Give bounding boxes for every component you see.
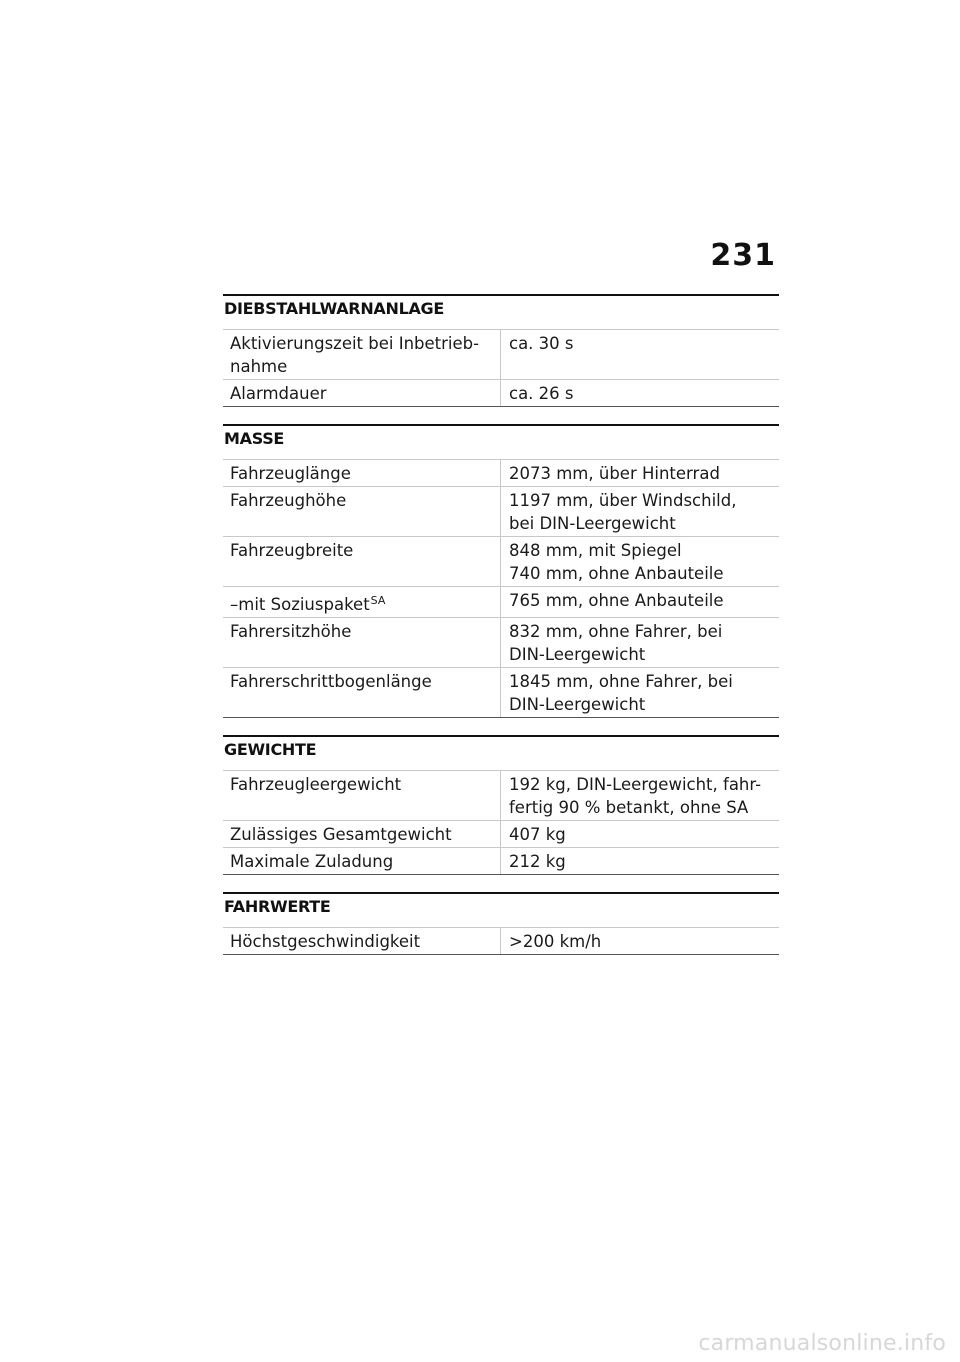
- page-number: 231: [710, 238, 776, 273]
- row-label: Fahrzeugleergewicht: [223, 771, 501, 821]
- row-label-text: –mit Soziuspaket: [230, 595, 370, 614]
- special-equipment-superscript: SA: [370, 594, 386, 607]
- section-title: DIEBSTAHLWARNANLAGE: [224, 299, 445, 318]
- spec-table: [223, 927, 779, 955]
- row-label: [223, 587, 501, 618]
- row-value: 407 kg: [501, 821, 780, 848]
- spec-table: [223, 770, 779, 875]
- table-row: [223, 587, 779, 618]
- section-title: MASSE: [224, 429, 285, 448]
- row-label: Fahrersitzhöhe: [223, 618, 501, 668]
- row-label: Aktivierungszeit bei Inbetrieb- nahme: [223, 330, 501, 380]
- table-row: [223, 618, 779, 668]
- table-row: [223, 487, 779, 537]
- row-label: Fahrzeuglänge: [223, 460, 501, 487]
- row-value: 765 mm, ohne Anbauteile: [501, 587, 780, 618]
- table-row: [223, 771, 779, 821]
- row-label: Fahrzeughöhe: [223, 487, 501, 537]
- row-value: ca. 30 s: [501, 330, 780, 380]
- section-anti-theft-alarm: [223, 294, 779, 407]
- spec-table: [223, 329, 779, 407]
- row-value: 1845 mm, ohne Fahrer, bei DIN-Leergewicht: [501, 668, 780, 718]
- row-label: Fahrzeugbreite: [223, 537, 501, 587]
- row-value: ca. 26 s: [501, 380, 780, 407]
- table-row: [223, 821, 779, 848]
- section-performance: [223, 892, 779, 955]
- watermark-text: carmanualsonline.info: [698, 1331, 946, 1356]
- row-label: Fahrerschrittbogenlänge: [223, 668, 501, 718]
- section-title: FAHRWERTE: [224, 897, 331, 916]
- table-row: [223, 330, 779, 380]
- row-value: 848 mm, mit Spiegel 740 mm, ohne Anbauteile: [501, 537, 780, 587]
- section-title: GEWICHTE: [224, 740, 317, 759]
- table-row: [223, 928, 779, 955]
- row-value: 1197 mm, über Windschild, bei DIN-Leergewicht: [501, 487, 780, 537]
- table-row: [223, 460, 779, 487]
- row-label: Maximale Zuladung: [223, 848, 501, 875]
- table-row: [223, 537, 779, 587]
- section-weights: [223, 735, 779, 875]
- row-label: Alarmdauer: [223, 380, 501, 407]
- section-dimensions: [223, 424, 779, 718]
- row-value: 832 mm, ohne Fahrer, bei DIN-Leergewicht: [501, 618, 780, 668]
- row-label: Zulässiges Gesamtgewicht: [223, 821, 501, 848]
- row-label: Höchstgeschwindigkeit: [223, 928, 501, 955]
- table-row: [223, 848, 779, 875]
- row-value: >200 km/h: [501, 928, 780, 955]
- table-row: [223, 668, 779, 718]
- row-value: 212 kg: [501, 848, 780, 875]
- spec-content: [223, 294, 779, 972]
- table-row: [223, 380, 779, 407]
- row-value: 2073 mm, über Hinterrad: [501, 460, 780, 487]
- spec-table: [223, 459, 779, 718]
- row-value: 192 kg, DIN-Leergewicht, fahr- fertig 90 % betankt, ohne SA: [501, 771, 780, 821]
